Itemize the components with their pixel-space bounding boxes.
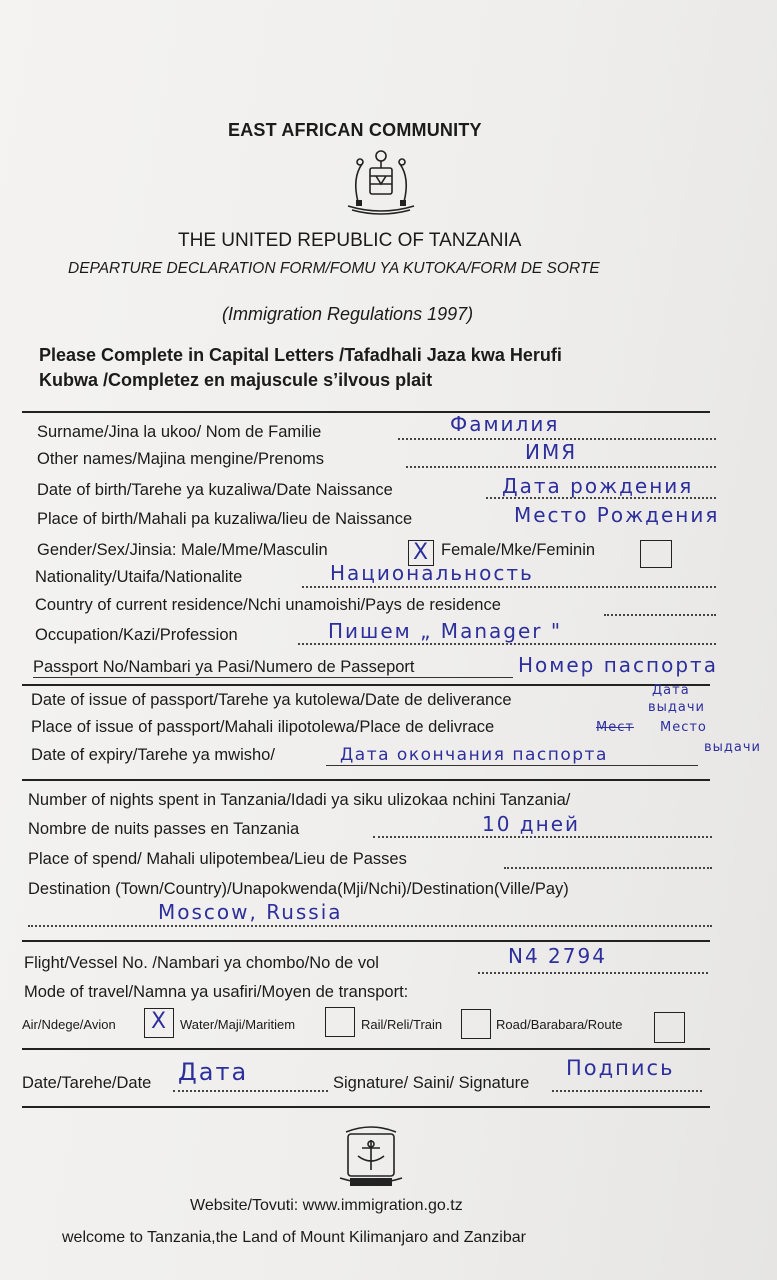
flight-value: N4 2794: [508, 944, 607, 968]
issue-place-struck: Мест: [596, 720, 634, 735]
signature-label: Signature/ Saini/ Signature: [333, 1074, 530, 1092]
issue-date-value-2: выдачи: [648, 700, 706, 715]
immigration-logo-emblem: [334, 1122, 408, 1192]
expiry-label: Date of expiry/Tarehe ya mwisho/: [31, 746, 275, 764]
residence-line[interactable]: [604, 614, 716, 616]
flight-line[interactable]: [478, 972, 708, 974]
website-text: Website/Tovuti: www.immigration.go.tz: [190, 1197, 463, 1214]
passport-no-label: Passport No/Nambari ya Pasi/Numero de Passeport: [33, 658, 415, 676]
female-checkbox[interactable]: [640, 540, 672, 568]
dob-label: Date of birth/Tarehe ya kuzaliwa/Date Naissance: [37, 481, 393, 499]
date-line[interactable]: [173, 1090, 328, 1092]
signature-value: Подпись: [566, 1056, 675, 1080]
instructions-line2: Kubwa /Completez en majuscule s’ilvous plait: [39, 370, 433, 390]
occupation-line[interactable]: [298, 643, 716, 645]
coat-of-arms-emblem: [340, 146, 422, 218]
nationality-value: Национальность: [330, 561, 534, 585]
expiry-underline[interactable]: [326, 765, 698, 766]
rail-checkbox[interactable]: [461, 1009, 491, 1039]
rail-label: Rail/Reli/Train: [361, 1017, 443, 1032]
water-label: Water/Maji/Maritiem: [180, 1017, 296, 1032]
issue-date-value: Дата: [652, 683, 690, 698]
signature-line[interactable]: [552, 1090, 702, 1092]
surname-value: Фамилия: [450, 412, 560, 436]
divider: [22, 940, 710, 942]
surname-label: Surname/Jina la ukoo/ Nom de Familie: [37, 423, 322, 441]
pob-label: Place of birth/Mahali pa kuzaliwa/lieu de Naissance: [37, 510, 413, 528]
residence-label: Country of current residence/Nchi unamoishi/Pays de residence: [35, 596, 501, 614]
date-label: Date/Tarehe/Date: [22, 1074, 152, 1092]
org-heading: EAST AFRICAN COMMUNITY: [228, 120, 482, 140]
female-label: Female/Mke/Feminin: [441, 541, 596, 559]
divider: [22, 411, 710, 413]
male-check-mark: X: [413, 540, 429, 565]
date-value: Дата: [178, 1058, 249, 1086]
air-label: Air/Ndege/Avion: [22, 1017, 116, 1032]
passport-no-value: Номер паспорта: [518, 653, 718, 677]
nationality-line[interactable]: [302, 586, 716, 588]
occupation-value: Пишем „ Manager ": [328, 619, 563, 643]
destination-line[interactable]: [28, 925, 712, 927]
pob-value: Место Рождения: [514, 503, 720, 527]
nights-label-1: Number of nights spent in Tanzania/Idadi ya siku ulizokaa nchini Tanzania/: [28, 791, 571, 809]
divider: [22, 779, 710, 781]
road-label: Road/Barabara/Route: [496, 1017, 623, 1032]
mode-label: Mode of travel/Namna ya usafiri/Moyen de transport:: [24, 983, 409, 1001]
dob-value: Дата рождения: [502, 474, 694, 498]
nights-line[interactable]: [373, 836, 712, 838]
welcome-text: welcome to Tanzania,the Land of Mount Kilimanjaro and Zanzibar: [62, 1229, 526, 1246]
divider: [22, 684, 710, 686]
republic-heading: THE UNITED REPUBLIC OF TANZANIA: [178, 230, 522, 251]
form-title: DEPARTURE DECLARATION FORM/FOMU YA KUTOKA/FORM DE SORTE: [68, 260, 600, 277]
destination-label: Destination (Town/Country)/Unapokwenda(Mji/Nchi)/Destination(Ville/Pay): [28, 880, 569, 898]
destination-value: Moscow, Russia: [158, 900, 343, 924]
passport-no-underline: [33, 677, 513, 678]
nights-label-2: Nombre de nuits passes en Tanzania: [28, 820, 300, 838]
issue-place-value: Место: [660, 720, 707, 735]
expiry-value: Дата окончания паспорта: [340, 745, 608, 765]
air-check-mark: X: [151, 1009, 167, 1034]
road-checkbox[interactable]: [654, 1012, 685, 1043]
spend-label: Place of spend/ Mahali ulipotembea/Lieu de Passes: [28, 850, 407, 868]
water-checkbox[interactable]: [325, 1007, 355, 1037]
issue-date-label: Date of issue of passport/Tarehe ya kutolewa/Date de deliverance: [31, 691, 512, 709]
spend-line[interactable]: [504, 867, 712, 869]
gender-label: Gender/Sex/Jinsia: Male/Mme/Masculin: [37, 541, 328, 559]
regulations-note: (Immigration Regulations 1997): [222, 304, 474, 324]
flight-label: Flight/Vessel No. /Nambari ya chombo/No de vol: [24, 954, 379, 972]
other-names-label: Other names/Majina mengine/Prenoms: [37, 450, 325, 468]
issue-place-value-2: выдачи: [704, 740, 762, 755]
nights-value: 10 дней: [482, 812, 581, 836]
issue-place-label: Place of issue of passport/Mahali ilipotolewa/Place de delivrace: [31, 718, 495, 736]
occupation-label: Occupation/Kazi/Profession: [35, 626, 238, 644]
other-names-value: ИМЯ: [525, 440, 578, 464]
divider: [22, 1106, 710, 1108]
other-names-line[interactable]: [406, 466, 716, 468]
instructions-line1: Please Complete in Capital Letters /Tafadhali Jaza kwa Herufi: [39, 345, 562, 365]
nationality-label: Nationality/Utaifa/Nationalite: [35, 568, 243, 586]
divider: [22, 1048, 710, 1050]
